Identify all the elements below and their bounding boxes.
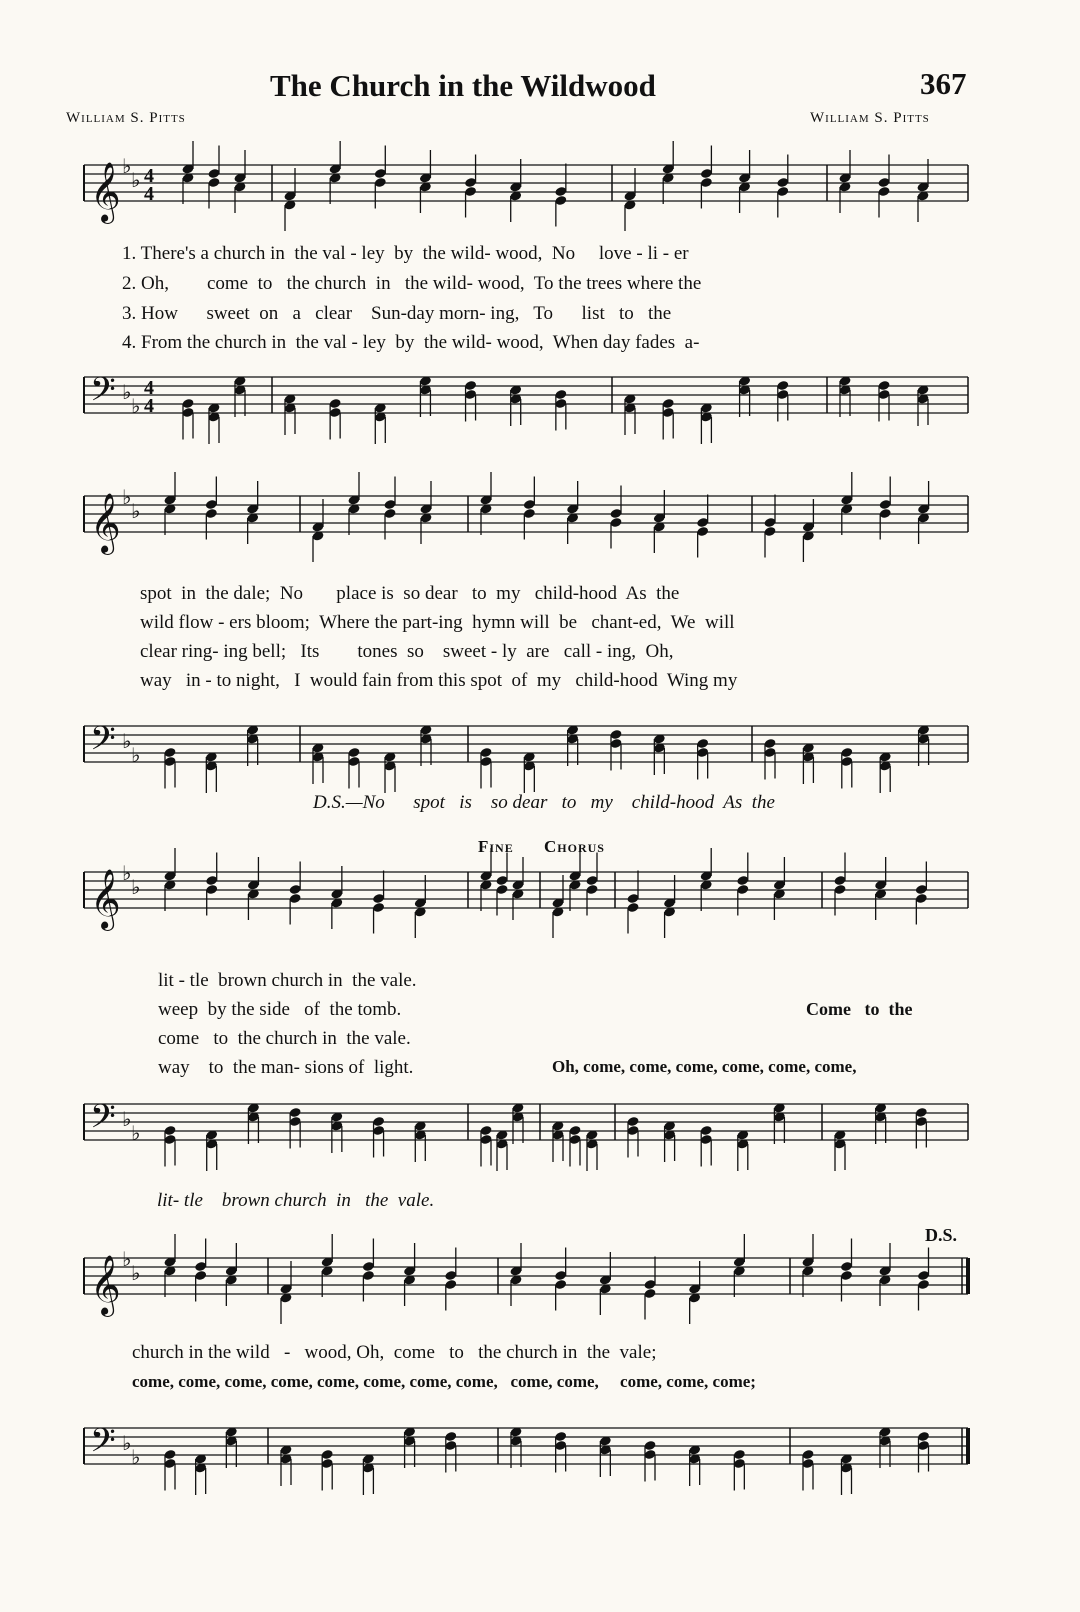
verse-1-line: lit - tle brown church in the vale. — [158, 970, 417, 991]
fine-marking: Fine — [478, 837, 514, 856]
flat-icon: ♭ — [122, 729, 132, 753]
verse-1-line: spot in the dale; No place is so dear to my child-hood As the — [140, 583, 680, 604]
verse-2-line: weep by the side of the tomb. — [158, 999, 402, 1020]
time-signature: 4 — [144, 395, 154, 417]
chorus-lyric-line-2: Oh, come, come, come, come, come, come, — [552, 1057, 857, 1076]
verse-1-line: 1. There's a church in the val - ley by the wild- wood, No love - li - er — [122, 243, 689, 264]
flat-icon: ♭ — [131, 168, 141, 192]
treble-clef-icon: 𝄞 — [90, 162, 121, 222]
flat-icon: ♭ — [131, 394, 141, 418]
treble-clef-icon: 𝄞 — [90, 1255, 121, 1315]
ds-marking: D.S. — [925, 1225, 958, 1245]
time-signature: 4 — [144, 377, 154, 399]
ds-lyric-line: D.S.—No spot is so dear to my child-hood As the — [313, 792, 775, 813]
verse-4-line: way in - to night, I would fain from this spot of my child-hood Wing my — [140, 670, 738, 691]
flat-icon: ♭ — [122, 485, 132, 509]
hymn-number: 367 — [920, 66, 967, 101]
flat-icon: ♭ — [131, 1261, 141, 1285]
flat-icon: ♭ — [131, 743, 141, 767]
hymn-title: The Church in the Wildwood — [270, 68, 656, 103]
chorus-response-line: come, come, come, come, come, come, come, come, come, come, come, come, come; — [132, 1372, 756, 1391]
verse-3-line: 3. How sweet on a clear Sun-day morn- ing, To list to the — [122, 303, 672, 324]
verse-2-line: wild flow - ers bloom; Where the part-ing hymn will be chant-ed, We will — [140, 612, 735, 633]
system-1-music — [0, 150, 1080, 450]
chorus-lyric-line-1: Come to the — [806, 999, 913, 1019]
lyricist-credit: William S. Pitts — [66, 110, 186, 126]
treble-clef-icon: 𝄞 — [90, 869, 121, 929]
composer-credit: William S. Pitts — [810, 110, 930, 126]
flat-icon: ♭ — [131, 875, 141, 899]
treble-clef-icon: 𝄞 — [90, 493, 121, 553]
bass-clef-icon: 𝄢 — [90, 371, 116, 417]
verse-2-line: 2. Oh, come to the church in the wild- wood, To the trees where the — [122, 273, 702, 294]
hymn-header — [0, 62, 1080, 132]
verse-3-line: come to the church in the vale. — [158, 1028, 411, 1049]
flat-icon: ♭ — [131, 1121, 141, 1145]
time-signature: 4 — [144, 165, 154, 187]
flat-icon: ♭ — [122, 1247, 132, 1271]
time-signature: 4 — [144, 183, 154, 205]
bass-clef-icon: 𝄢 — [90, 1098, 116, 1144]
flat-icon: ♭ — [131, 499, 141, 523]
verse-4-line: way to the man- sions of light. — [158, 1057, 414, 1078]
chorus-melody-line: church in the wild - wood, Oh, come to the church in the vale; — [132, 1342, 657, 1363]
flat-icon: ♭ — [122, 1107, 132, 1131]
flat-icon: ♭ — [122, 154, 132, 178]
bass-clef-icon: 𝄢 — [90, 720, 116, 766]
flat-icon: ♭ — [122, 861, 132, 885]
verse-3-line: clear ring- ing bell; Its tones so sweet - ly are call - ing, Oh, — [140, 641, 674, 662]
flat-icon: ♭ — [122, 380, 132, 404]
bass-clef-icon: 𝄢 — [90, 1422, 116, 1468]
flat-icon: ♭ — [131, 1445, 141, 1469]
verse-4-line: 4. From the church in the val - ley by the wild- wood, When day fades a- — [122, 332, 700, 353]
chorus-marking: Chorus — [544, 837, 605, 856]
flat-icon: ♭ — [122, 1431, 132, 1455]
ds-lyric-line: lit- tle brown church in the vale. — [157, 1190, 435, 1211]
